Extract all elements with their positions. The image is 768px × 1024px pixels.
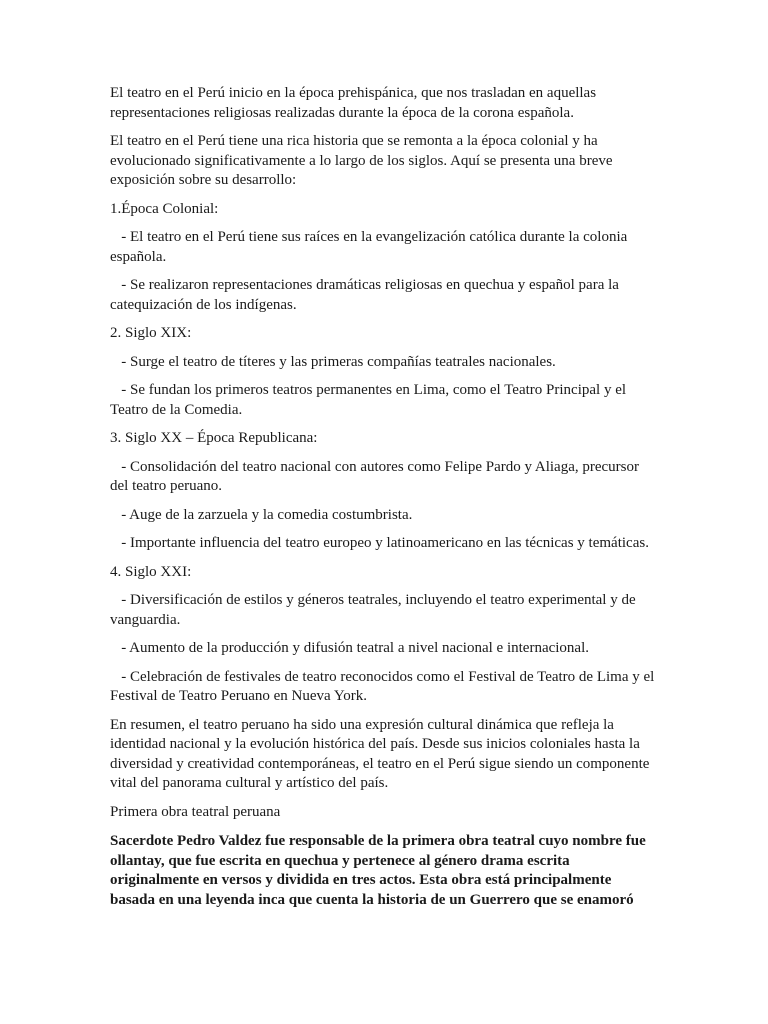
section-heading-colonial: 1.Época Colonial: [110, 200, 219, 217]
section-heading-xx: 3. Siglo XX – Época Republicana: [110, 430, 318, 446]
xix-item-2: - Se fundan los primeros teatros permanentes en Lima, como el Teatro Principal y el Teatro de la Comedia. [110, 382, 627, 418]
colonial-item-2: - Se realizaron representaciones dramáticas religiosas en quechua y español para la catequización de los indígenas. [110, 277, 619, 313]
xx-item-1: - Consolidación del teatro nacional con autores como Felipe Pardo y Aliaga, precursor del teatro peruano. [110, 458, 640, 494]
xxi-item-3: - Celebración de festivales de teatro reconocidos como el Festival de Teatro de Lima y el Festival de Teatro Peruano en Nueva York. [110, 668, 655, 704]
section-heading-xxi: 4. Siglo XXI: [110, 563, 192, 580]
xx-item-3: - Importante influencia del teatro europeo y latinoamericano en las técnicas y temáticas. [121, 535, 649, 551]
document-page [110, 84, 660, 919]
xxi-item-2: - Aumento de la producción y difusión teatral a nivel nacional e internacional. [121, 640, 590, 656]
history-paragraph: El teatro en el Perú tiene una rica historia que se remonta a la época colonial y ha evolucionado significativamente a lo largo de los siglos. Aquí se presenta una breve exposición sobre su desarrollo: [110, 133, 613, 188]
xxi-item-1: - Diversificación de estilos y géneros teatrales, incluyendo el teatro experimental y de vanguardia. [110, 592, 636, 628]
summary-paragraph: En resumen, el teatro peruano ha sido una expresión cultural dinámica que refleja la identidad nacional y la evolución histórica del país. Desde sus inicios coloniales hasta la diversidad y creatividad contemporáneas, el teatro en el Perú sigue siendo un componente vital del panorama cultural y artístico del país. [110, 716, 650, 791]
section-heading-xix: 2. Siglo XIX: [110, 325, 192, 341]
intro-paragraph: El teatro en el Perú inicio en la época prehispánica, que nos trasladan en aquellas representaciones religiosas realizadas durante la época de la corona española. [110, 85, 597, 121]
xix-item-1: - Surge el teatro de títeres y las primeras compañías teatrales nacionales. [121, 353, 556, 370]
colonial-item-1: - El teatro en el Perú tiene sus raíces en la evangelización católica durante la colonia española. [110, 229, 628, 265]
first-play-paragraph: Sacerdote Pedro Valdez fue responsable de la primera obra teatral cuyo nombre fue ollantay, que fue escrita en quechua y pertenece al género drama escrita originalmente en versos y dividida en tres actos. Esta obra está principalmente basada en una leyenda inca que cuenta la historia de un Guerrero que se enamoró [110, 833, 646, 908]
first-play-heading: Primera obra teatral peruana [110, 803, 281, 820]
xx-item-2: - Auge de la zarzuela y la comedia costumbrista. [121, 506, 413, 523]
